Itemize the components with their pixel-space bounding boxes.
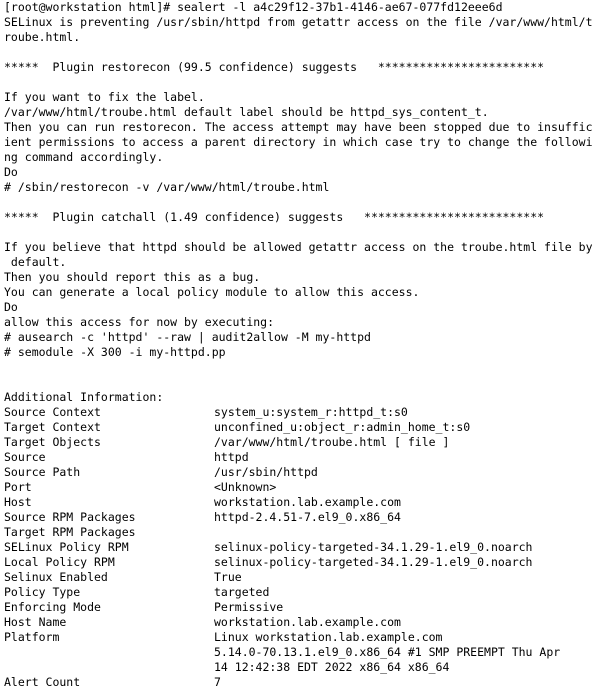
- info-key: Host Name: [4, 615, 67, 629]
- terminal-line: # ausearch -c 'httpd' --raw | audit2allow -M my-httpd: [4, 330, 371, 344]
- terminal-line: Additional Information:: [4, 390, 164, 404]
- info-value: httpd-2.4.51-7.el9_0.x86_64: [214, 510, 401, 524]
- terminal-line: # semodule -X 300 -i my-httpd.pp: [4, 345, 226, 359]
- terminal-line: allow this access for now by executing:: [4, 315, 275, 329]
- info-row: [4, 450, 605, 465]
- terminal-line: Then you should report this as a bug.: [4, 270, 261, 284]
- info-key: Policy Type: [4, 585, 81, 599]
- info-row: [4, 420, 605, 435]
- terminal-output: [4, 0, 605, 405]
- terminal-line: Do: [4, 300, 18, 314]
- terminal-line: Do: [4, 165, 18, 179]
- info-key: Target Context: [4, 420, 101, 434]
- terminal-line: roube.html.: [4, 30, 81, 44]
- info-value: True: [214, 570, 242, 584]
- terminal-line: ***** Plugin restorecon (99.5 confidence) suggests ************************: [4, 60, 545, 74]
- info-row: [4, 645, 605, 660]
- info-key: Source RPM Packages: [4, 510, 136, 524]
- info-value: [214, 525, 605, 540]
- info-row: [4, 630, 605, 645]
- info-key: Source: [4, 450, 46, 464]
- info-key: [4, 660, 214, 675]
- info-row: [4, 660, 605, 675]
- terminal-line: ng command accordingly.: [4, 150, 164, 164]
- terminal-line: If you believe that httpd should be allowed getattr access on the troube.html file by: [4, 240, 593, 254]
- info-key: Enforcing Mode: [4, 600, 101, 614]
- terminal-line: [4, 195, 605, 210]
- info-key: Selinux Enabled: [4, 570, 108, 584]
- info-value: 14 12:42:38 EDT 2022 x86_64 x86_64: [214, 660, 450, 674]
- info-value: httpd: [214, 450, 249, 464]
- info-value: <Unknown>: [214, 480, 277, 494]
- info-value: 7: [214, 675, 221, 689]
- info-key: Platform: [4, 630, 60, 644]
- info-key: Alert Count: [4, 675, 81, 689]
- terminal-line: If you want to fix the label.: [4, 90, 205, 104]
- terminal-line: Then you can run restorecon. The access attempt may have been stopped due to insuffic: [4, 120, 593, 134]
- info-value: workstation.lab.example.com: [214, 495, 401, 509]
- info-row: [4, 435, 605, 450]
- info-value: Permissive: [214, 600, 284, 614]
- info-row: [4, 405, 605, 420]
- additional-information-table: [4, 405, 605, 690]
- info-row: [4, 525, 605, 540]
- terminal-line: ***** Plugin catchall (1.49 confidence) suggests **************************: [4, 210, 545, 224]
- info-key: [4, 645, 214, 660]
- info-value: /usr/sbin/httpd: [214, 465, 318, 479]
- info-value: selinux-policy-targeted-34.1.29-1.el9_0.noarch: [214, 540, 533, 554]
- terminal-line: ient permissions to access a parent directory in which case try to change the followi: [4, 135, 593, 149]
- terminal-line: # /sbin/restorecon -v /var/www/html/troube.html: [4, 180, 330, 194]
- info-key: Source Path: [4, 465, 81, 479]
- info-key: Source Context: [4, 405, 101, 419]
- info-key: Target Objects: [4, 435, 101, 449]
- info-value: selinux-policy-targeted-34.1.29-1.el9_0.noarch: [214, 555, 533, 569]
- info-row: [4, 480, 605, 495]
- info-key: Target RPM Packages: [4, 525, 136, 539]
- info-row: [4, 600, 605, 615]
- info-row: [4, 585, 605, 600]
- terminal-line: [4, 45, 605, 60]
- terminal-line: default.: [4, 255, 67, 269]
- info-row: [4, 510, 605, 525]
- terminal-line: SELinux is preventing /usr/sbin/httpd from getattr access on the file /var/www/html/t: [4, 15, 593, 29]
- info-key: Local Policy RPM: [4, 555, 115, 569]
- info-row: [4, 675, 605, 690]
- info-key: Port: [4, 480, 32, 494]
- info-row: [4, 540, 605, 555]
- info-value: workstation.lab.example.com: [214, 615, 401, 629]
- terminal-line: [4, 225, 605, 240]
- info-row: [4, 465, 605, 480]
- info-value: /var/www/html/troube.html [ file ]: [214, 435, 450, 449]
- info-value: targeted: [214, 585, 270, 599]
- info-key: Host: [4, 495, 32, 509]
- info-value: system_u:system_r:httpd_t:s0: [214, 405, 408, 419]
- info-value: unconfined_u:object_r:admin_home_t:s0: [214, 420, 471, 434]
- info-value: 5.14.0-70.13.1.el9_0.x86_64 #1 SMP PREEMPT Thu Apr: [214, 645, 561, 659]
- command-prompt-line: [root@workstation html]# sealert -l a4c29f12-37b1-4146-ae67-077fd12eee6d: [4, 0, 503, 14]
- info-row: [4, 615, 605, 630]
- terminal-line: [4, 75, 605, 90]
- terminal-line: /var/www/html/troube.html default label should be httpd_sys_content_t.: [4, 105, 489, 119]
- info-row: [4, 495, 605, 510]
- terminal-line: You can generate a local policy module to allow this access.: [4, 285, 420, 299]
- info-key: SELinux Policy RPM: [4, 540, 129, 554]
- terminal-line: [4, 360, 605, 375]
- info-value: Linux workstation.lab.example.com: [214, 630, 443, 644]
- info-row: [4, 555, 605, 570]
- info-row: [4, 570, 605, 585]
- terminal-line: [4, 375, 605, 390]
